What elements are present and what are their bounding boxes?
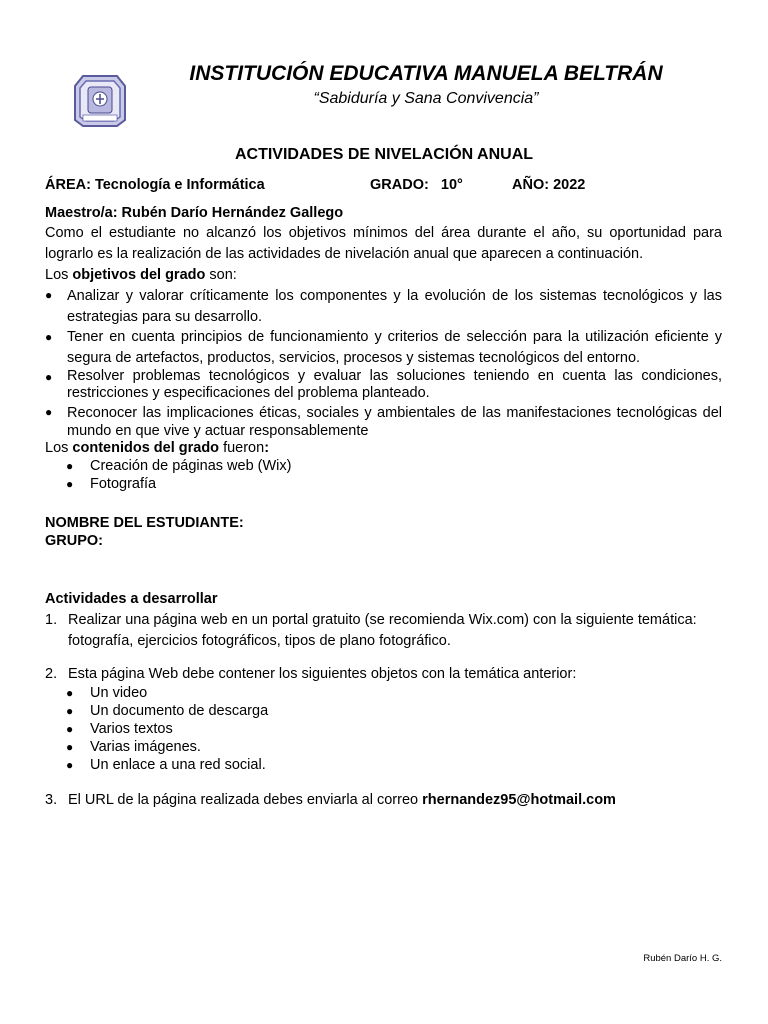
footer-author: Rubén Darío H. G. [643, 953, 722, 964]
contents-lead-colon: : [264, 440, 270, 456]
bullet-icon: ● [45, 288, 53, 302]
objectives-lead-pre: Los [45, 267, 73, 283]
content-item: Fotografía [90, 476, 157, 492]
bullet-icon: ● [45, 330, 53, 344]
document-title: ACTIVIDADES DE NIVELACIÓN ANUAL [234, 146, 534, 163]
bullet-icon: ● [66, 477, 74, 491]
bullet-icon: ● [45, 370, 53, 384]
bullet-icon: ● [66, 722, 74, 736]
activity-item-3-text: El URL de la página realizada debes enviarla al correo [68, 792, 423, 808]
activities-title: Actividades a desarrollar [45, 591, 218, 607]
objective-item: Resolver problemas tecnológicos y evaluar las soluciones teniendo en cuenta las condiciones, restricciones y especificaciones del problema planteado. [67, 368, 722, 401]
activity-number: 1. [45, 612, 58, 628]
activity-subitem: Varias imágenes. [90, 739, 201, 755]
teacher-name: Maestro/a: Rubén Darío Hernández Gallego [45, 205, 344, 221]
grade-label: GRADO: 10° [370, 177, 463, 193]
contents-lead-pre: Los [45, 440, 73, 456]
activity-number: 3. [45, 792, 58, 808]
bullet-icon: ● [66, 704, 74, 718]
area-label: ÁREA: Tecnología e Informática [45, 177, 265, 193]
student-name-label: NOMBRE DEL ESTUDIANTE: [45, 515, 244, 531]
objective-item: Reconocer las implicaciones éticas, sociales y ambientales de las manifestaciones tecnológicas del mundo en que vive y actuar responsablemente [67, 405, 722, 439]
content-item: Creación de páginas web (Wix) [90, 458, 292, 474]
objective-item: Analizar y valorar críticamente los componentes y la evolución de los sistemas tecnológicos y las estrategias para su desarrollo. [67, 288, 722, 325]
activity-item-3 [68, 790, 723, 811]
intro-paragraph: Como el estudiante no alcanzó los objetivos mínimos del área durante el año, su oportunidad para lograrlo es la realización de las actividades de nivelación anual que aparecen a continuación. [45, 225, 722, 262]
email-address[interactable]: rhernandez95@hotmail.com [422, 792, 616, 808]
contents-lead-post: fueron [219, 440, 265, 456]
institution-title: INSTITUCIÓN EDUCATIVA MANUELA BELTRÁN [189, 62, 663, 85]
activity-subitem: Un documento de descarga [90, 703, 269, 719]
objective-item: Tener en cuenta principios de funcionamiento y criterios de selección para la utilización eficiente y segura de artefactos, productos, servicios, procesos y sistemas tecnológicos del entorno. [67, 329, 722, 366]
bullet-icon: ● [66, 459, 74, 473]
year-label: AÑO: 2022 [512, 177, 586, 193]
contents-lead-bold: contenidos del grado [72, 440, 220, 456]
bullet-icon: ● [66, 758, 74, 772]
activity-subitem: Un video [90, 685, 148, 701]
institution-motto: “Sabiduría y Sana Convivencia” [313, 90, 539, 107]
student-group-label: GRUPO: [45, 533, 103, 549]
objectives-lead-bold: objetivos del grado [72, 267, 206, 283]
bullet-icon: ● [45, 405, 53, 419]
bullet-icon: ● [66, 740, 74, 754]
activity-item-2: Esta página Web debe contener los siguientes objetos con la temática anterior: [68, 666, 577, 682]
contents-lead [45, 440, 269, 456]
objectives-lead-post: son: [205, 267, 237, 283]
activity-subitem: Varios textos [90, 721, 173, 737]
activity-subitem: Un enlace a una red social. [90, 757, 266, 773]
activity-number: 2. [45, 666, 58, 682]
objectives-lead [45, 267, 237, 283]
bullet-icon: ● [66, 686, 74, 700]
activity-item-1: Realizar una página web en un portal gratuito (se recomienda Wix.com) con la siguiente temática: fotografía, ejercicios fotográficos, tipos de plano fotográfico. [68, 612, 697, 649]
